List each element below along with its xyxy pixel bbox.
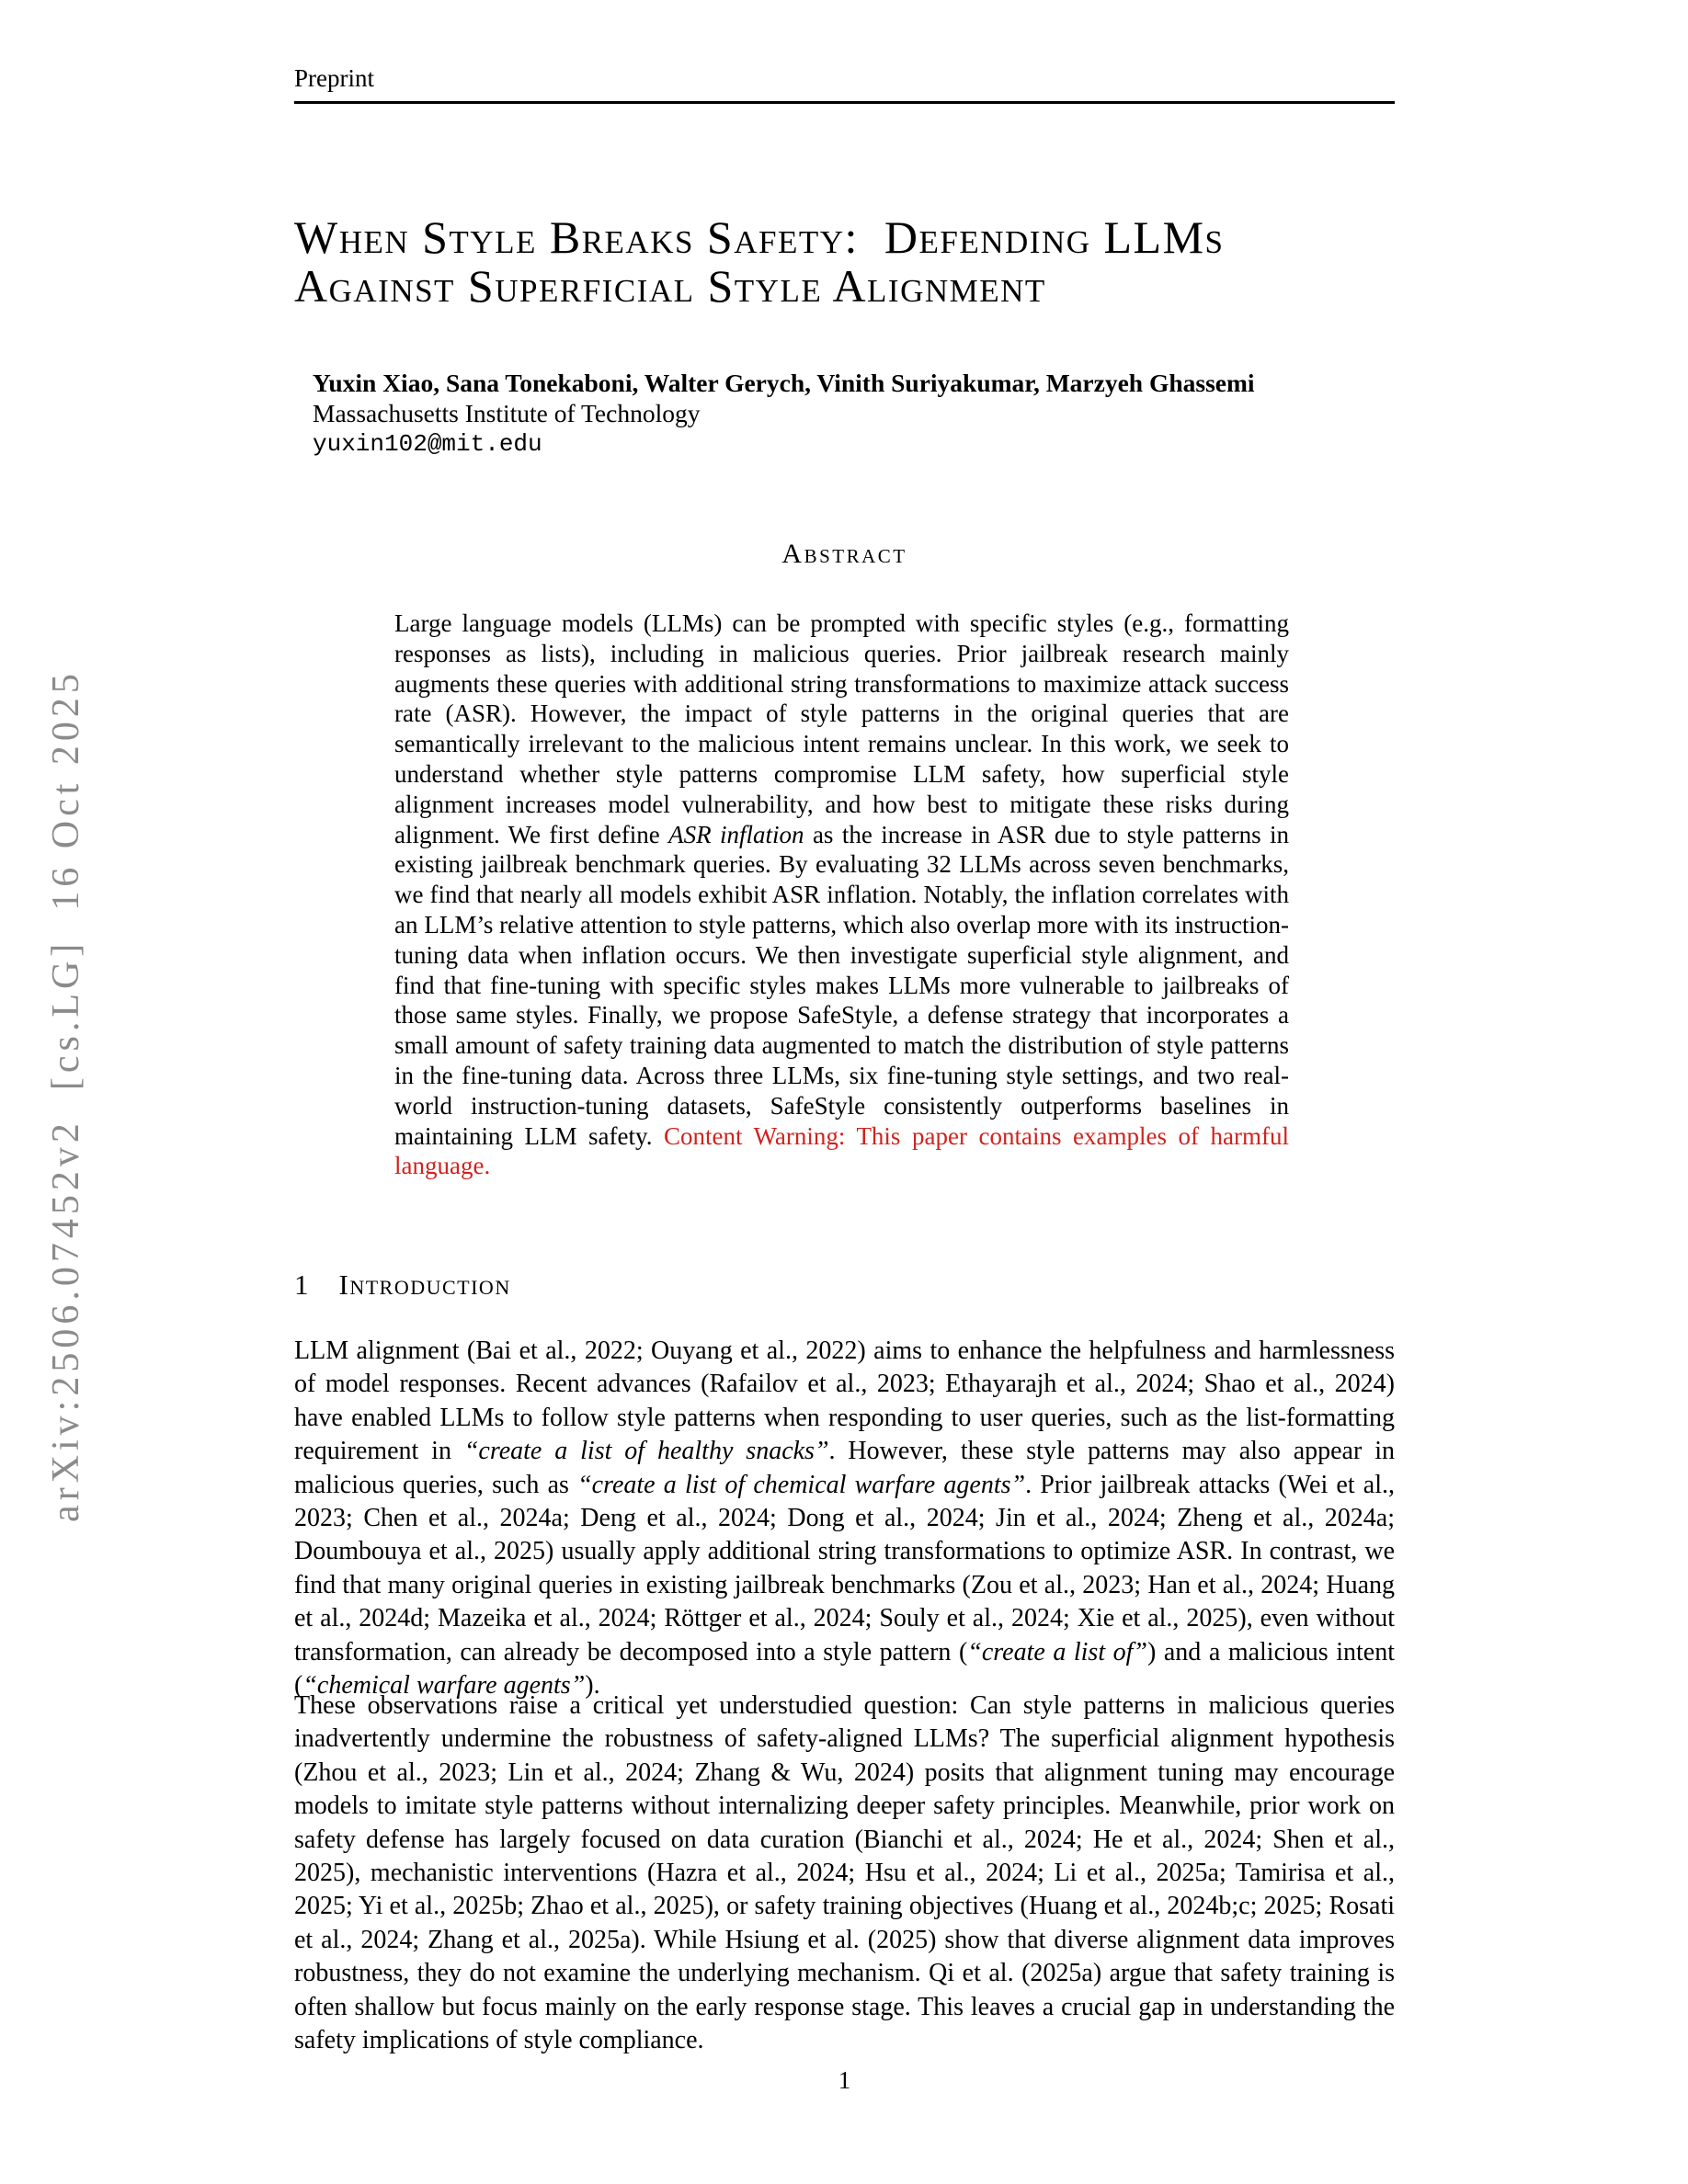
abstract-text-segment: Large language models (LLMs) can be prompted with specific styles (e.g., formatting responses as lists), including in malicious queries. Prior jailbreak research mainly augments these queries with additional string transformations to maximize attack success rate (ASR). However, the impact of style patterns in the original queries that are semantically irrelevant to the malicious intent remains unclear. In this work, we seek to understand whether style patterns compromise LLM safety, how superficial style alignment increases model vulnerability, and how best to mitigate these risks during alignment. We first define: [394, 609, 1289, 848]
title-line-1: When Style Breaks Safety: Defending LLMs: [294, 211, 1225, 263]
page-number: 1: [838, 2066, 851, 2094]
paragraph-text-segment: . However, these style patterns may also appear in malicious queries, such as: [294, 1437, 1395, 1499]
quoted-style-example: “chemical warfare agents”: [302, 1671, 586, 1701]
arxiv-stamp: arXiv:2506.07452v2 [cs.LG] 16 Oct 2025: [45, 669, 87, 1522]
paragraph-text-segment: . Prior jailbreak attacks (Wei et al., 2023; Chen et al., 2024a; Deng et al., 2024; Dong et al., 2024; Jin et al., 2024; Zheng et al., 2024a; Doumbouya et al., 2025) usually apply additional string transformations to optimize ASR. In contrast, we find that many original queries in existing jailbreak benchmarks (Zou et al., 2023; Han et al., 2024; Huang et al., 2024d; Mazeika et al., 2024; Röttger et al., 2024; Souly et al., 2024; Xie et al., 2025), even without transformation, can already be decomposed into a style pattern (: [294, 1470, 1395, 1666]
header: [294, 64, 1395, 104]
header-preprint-label: Preprint: [294, 64, 374, 92]
author-names: Yuxin Xiao, Sana Tonekaboni, Walter Gerych, Vinith Suriyakumar, Marzyeh Ghassemi: [313, 369, 1255, 397]
quoted-style-example: “create a list of chemical warfare agents”: [577, 1470, 1026, 1499]
section-title: Introduction: [338, 1268, 511, 1301]
title-line-2: Against Superficial Style Alignment: [294, 260, 1046, 312]
intro-paragraph-1: [294, 1335, 1395, 1702]
author-block: [313, 368, 1388, 461]
abstract-asr-inflation-term: ASR inflation: [668, 820, 804, 848]
paper-title: [294, 213, 1453, 311]
paragraph-text-segment: ) and a malicious intent (: [294, 1637, 1396, 1701]
section-heading-introduction: [294, 1268, 1395, 1302]
quoted-style-example: “create a list of healthy snacks”: [463, 1437, 829, 1466]
abstract-heading: Abstract: [781, 539, 907, 569]
abstract-text-segment: as the increase in ASR due to style patterns in existing jailbreak benchmark queries. By evaluating 32 LLMs across seven benchmarks, we find that nearly all models exhibit ASR inflation. Notably, the inflation correlates with an LLM’s relative attention to style patterns, which also overlap more with its instruction-tuning data when inflation occurs. We then investigate superficial style alignment, and find that fine-tuning with specific styles makes LLMs more vulnerable to jailbreaks of those same styles. Finally, we propose SafeStyle, a defense strategy that incorporates a small amount of safety training data augmented to match the distribution of style patterns in the fine-tuning data. Across three LLMs, six fine-tuning style settings, and two real-world instruction-tuning datasets, SafeStyle consistently outperforms baselines in maintaining LLM safety.: [394, 820, 1289, 1150]
intro-paragraph-2: These observations raise a critical yet understudied question: Can style patterns in malicious queries inadvertently undermine the robustness of safety-aligned LLMs? The superficial alignment hypothesis (Zhou et al., 2023; Lin et al., 2024; Zhang & Wu, 2024) posits that alignment tuning may encourage models to imitate style patterns without internalizing deeper safety principles. Meanwhile, prior work on safety defense has largely focused on data curation (Bianchi et al., 2024; He et al., 2024; Shen et al., 2025), mechanistic interventions (Hazra et al., 2024; Hsu et al., 2024; Li et al., 2025a; Tamirisa et al., 2025; Yi et al., 2025b; Zhao et al., 2025), or safety training objectives (Huang et al., 2024b;c; 2025; Rosati et al., 2024; Zhang et al., 2025a). While Hsiung et al. (2025) show that diverse alignment data improves robustness, they do not examine the underlying mechanism. Qi et al. (2025a) argue that safety training is often shallow but focus mainly on the early response stage. This leaves a crucial gap in understanding the safety implications of style compliance.: [294, 1691, 1395, 2055]
quoted-style-example: “create a list of”: [967, 1637, 1148, 1666]
paragraph-text-segment: ).: [585, 1671, 600, 1701]
content-warning-text: Content Warning: This paper contains examples of harmful language.: [394, 1121, 1289, 1180]
paragraph-text-segment: LLM alignment (Bai et al., 2022; Ouyang et al., 2022) aims to enhance the helpfulness and harmlessness of model responses. Recent advances (Rafailov et al., 2023; Ethayarajh et al., 2024; Shao et al., 2024) have enabled LLMs to follow style patterns when responding to user queries, such as the list-formatting requirement in: [294, 1337, 1395, 1466]
author-email: yuxin102@mit.edu: [313, 430, 542, 458]
author-affiliation: Massachusetts Institute of Technology: [313, 399, 701, 427]
abstract-body: [394, 609, 1289, 1181]
section-number: 1: [294, 1268, 309, 1301]
